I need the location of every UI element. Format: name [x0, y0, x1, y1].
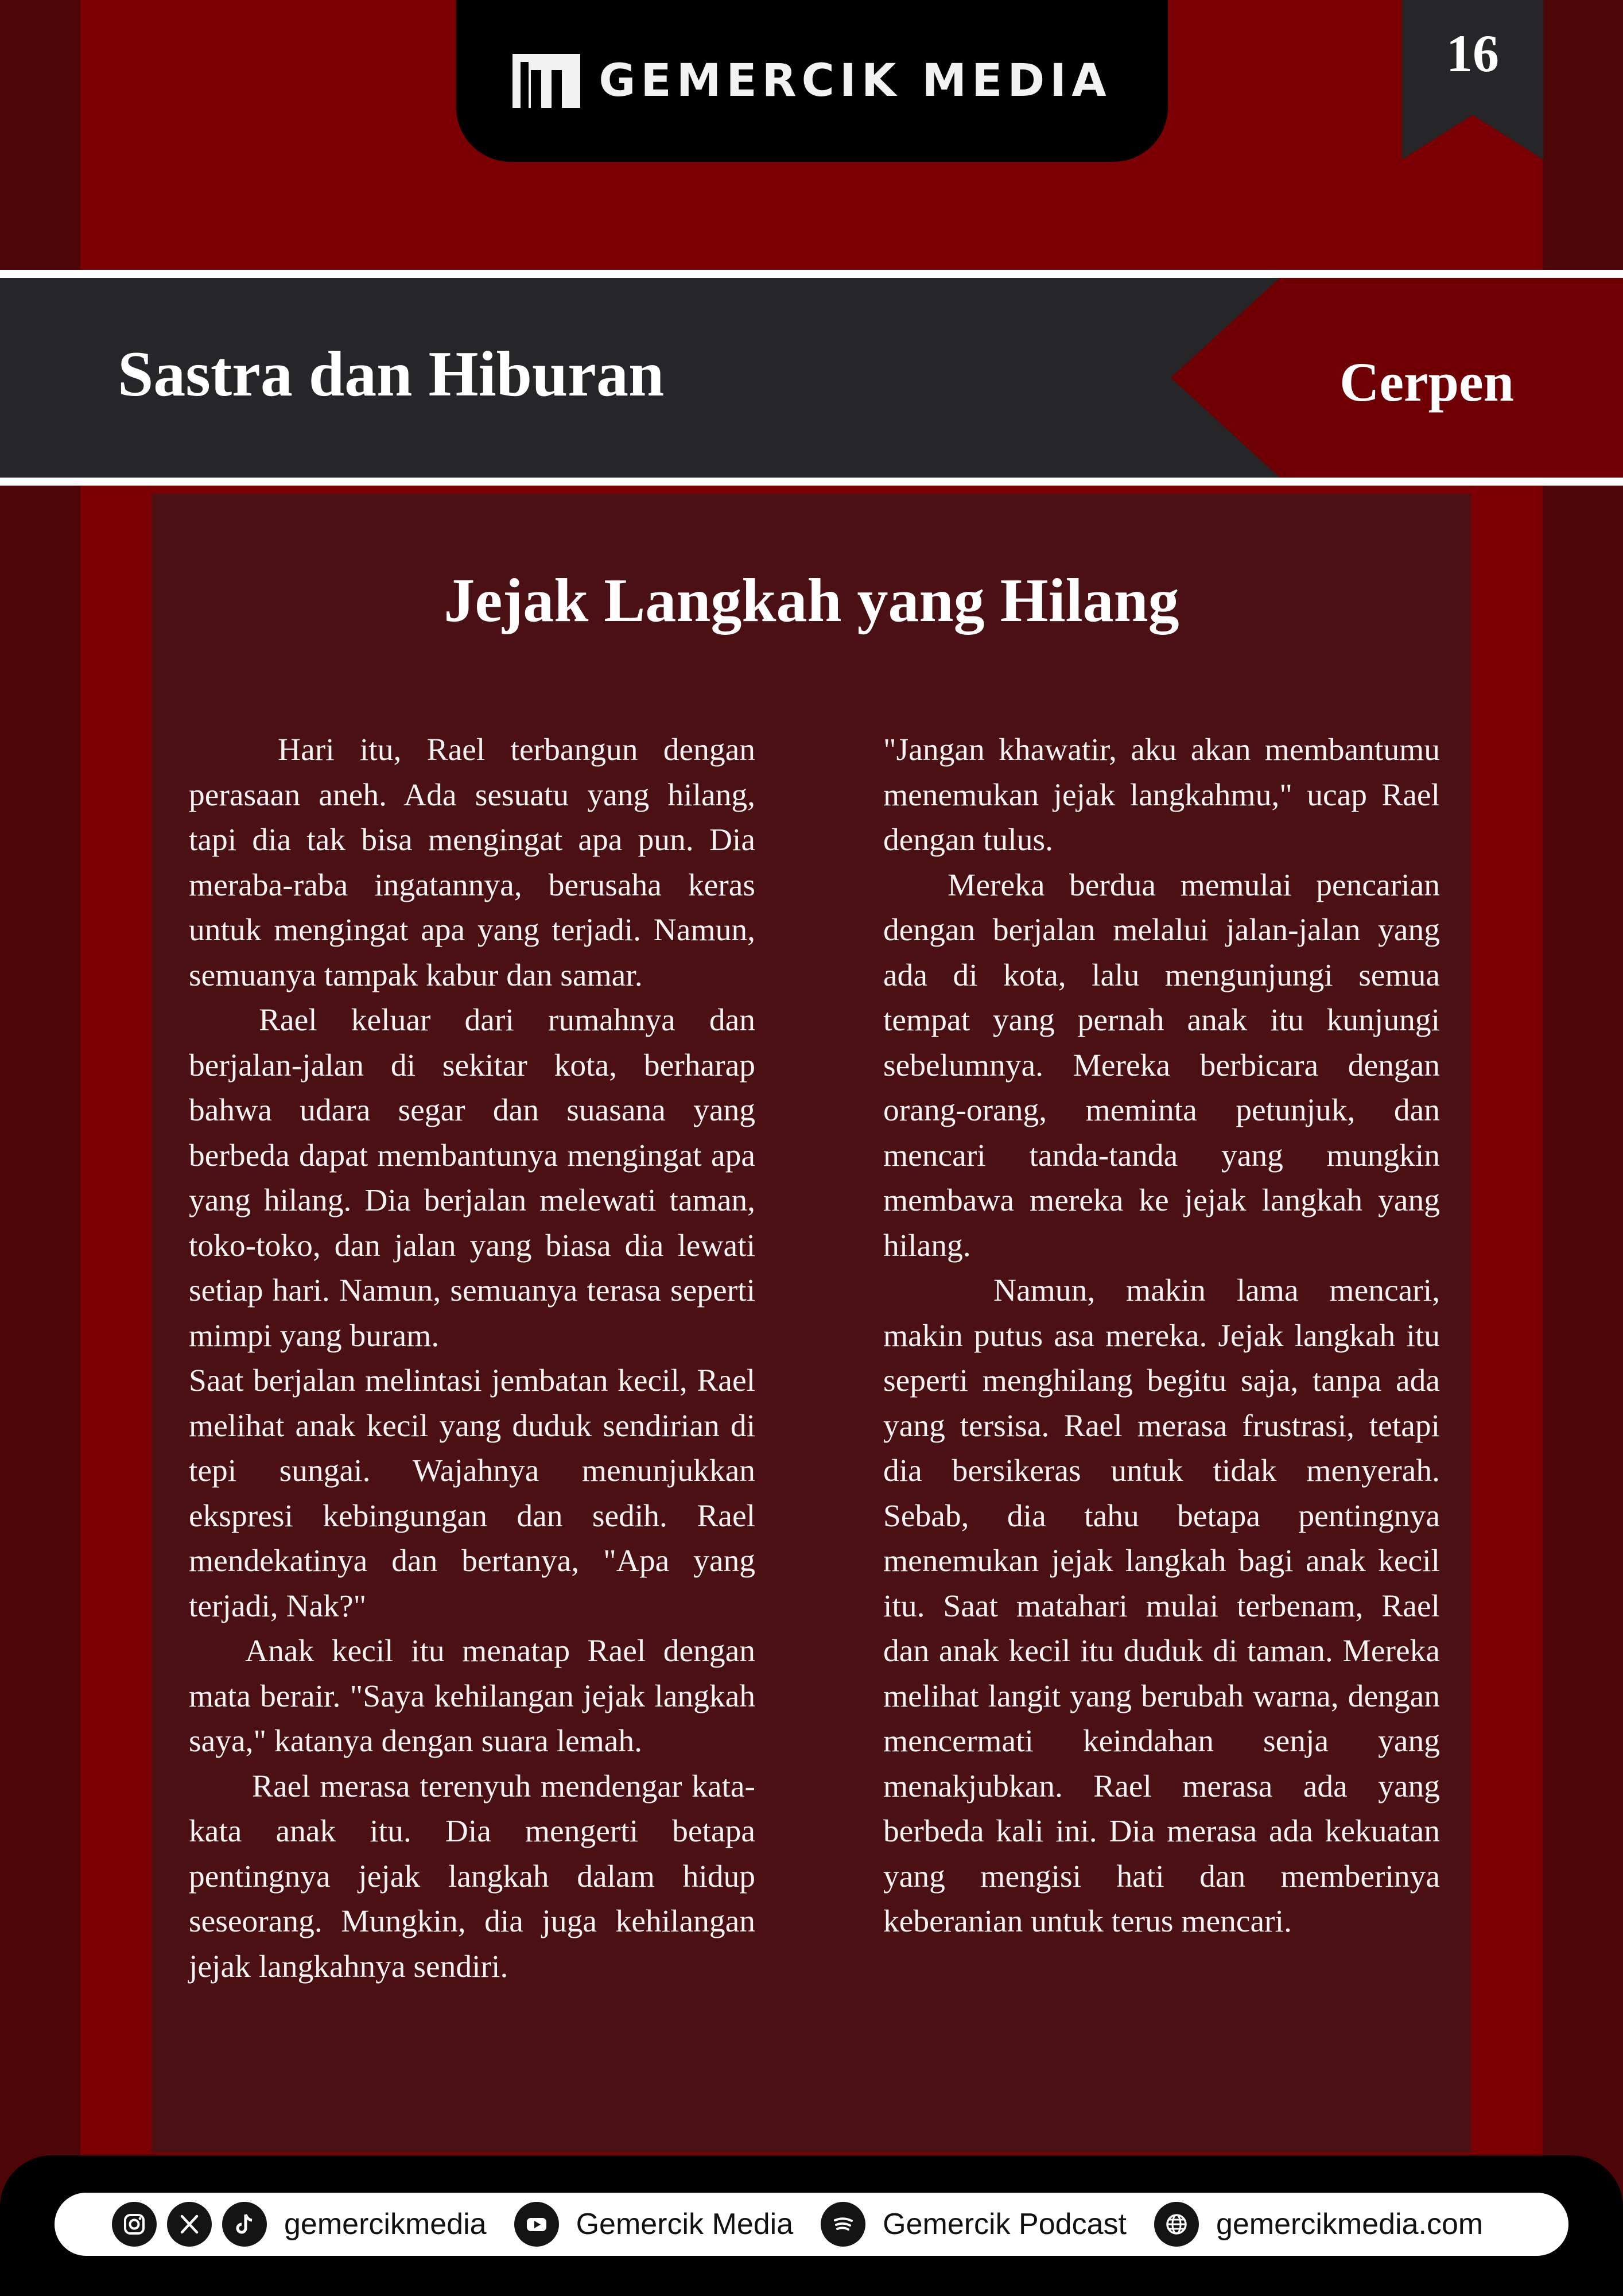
paragraph: Mereka berdua memulai pencarian dengan berjalan melalui jalan-jalan yang ada di kota, lalu mengunjungi semua tempat yang pernah anak itu kunjungi sebelumnya. Mereka berbicara dengan orang-orang, meminta petunjuk, dan mencari tanda-tanda yang mungkin membawa mereka ke jejak langkah yang hilang.: [883, 867, 1440, 1263]
brand-name: GEMERCIK MEDIA: [599, 55, 1112, 107]
brand-logo-icon: [512, 54, 580, 108]
divider-line-top: [0, 270, 1623, 278]
social-handle[interactable]: gemercikmedia: [284, 2208, 487, 2241]
tiktok-icon[interactable]: [222, 2202, 267, 2247]
paragraph: Saat berjalan melintasi jembatan kecil, Rael melihat anak kecil yang duduk sendirian di tepi sungai. Wajahnya menunjukkan ekspresi kebingungan dan sedih. Rael mendekatinya dan bertanya, "Apa yang terjadi, Nak?": [189, 1363, 755, 1624]
paragraph: Anak kecil itu menatap Rael dengan mata berair. "Saya kehilangan jejak langkah saya," katanya dengan suara lemah.: [189, 1634, 755, 1759]
podcast-name[interactable]: Gemercik Podcast: [883, 2208, 1127, 2241]
section-title: Sastra dan Hiburan: [118, 339, 665, 410]
page-number: 16: [1446, 24, 1499, 83]
youtube-icon[interactable]: [514, 2202, 559, 2247]
story-column-right: [883, 728, 1440, 1945]
story-column-left: [189, 728, 755, 1989]
youtube-channel[interactable]: Gemercik Media: [576, 2208, 794, 2241]
globe-icon[interactable]: [1154, 2202, 1199, 2247]
paragraph: Namun, makin lama mencari, makin putus asa mereka. Jejak langkah itu seperti menghilang begitu saja, tanpa ada yang tersisa. Rael merasa frustrasi, tetapi dia bersikeras untuk tidak menyerah. Sebab, dia tahu betapa pentingnya menemukan jejak langkah bagi anak kecil itu. Saat matahari mulai terbenam, Rael dan anak kecil itu duduk di taman. Mereka melihat langit yang berubah warna, dengan mencermati keindahan senja yang menakjubkan. Rael merasa ada yang berbeda kali ini. Dia merasa ada kekuatan yang mengisi hati dan memberinya keberanian untuk terus mencari.: [883, 1273, 1440, 1939]
spotify-icon[interactable]: [821, 2202, 865, 2247]
paragraph: Rael keluar dari rumahnya dan berjalan-jalan di sekitar kota, berharap bahwa udara segar dan suasana yang berbeda dapat membantunya mengingat apa yang hilang. Dia berjalan melewati taman, toko-toko, dan jalan yang biasa dia lewati setiap hari. Namun, semuanya terasa seperti mimpi yang buram.: [189, 1003, 755, 1353]
instagram-icon[interactable]: [112, 2202, 157, 2247]
paragraph: Rael merasa terenyuh mendengar kata-kata anak itu. Dia mengerti betapa pentingnya jejak langkah dalam hidup seseorang. Mungkin, dia juga kehilangan jejak langkahnya sendiri.: [189, 1768, 755, 1984]
paragraph: "Jangan khawatir, aku akan membantumu menemukan jejak langkahmu," ucap Rael dengan tulus.: [883, 732, 1440, 858]
x-icon[interactable]: [167, 2202, 212, 2247]
social-links-bar: [55, 2193, 1568, 2256]
website-link[interactable]: gemercikmedia.com: [1216, 2208, 1484, 2241]
section-category: Cerpen: [1339, 351, 1514, 413]
divider-line-bottom: [0, 478, 1623, 486]
paragraph: Hari itu, Rael terbangun dengan perasaan aneh. Ada sesuatu yang hilang, tapi dia tak bisa mengingat apa pun. Dia meraba-raba ingatannya, berusaha keras untuk mengingat apa yang terjadi. Namun, semuanya tampak kabur dan samar.: [189, 732, 755, 993]
story-title: Jejak Langkah yang Hilang: [444, 567, 1179, 635]
page-number-tag: [1402, 0, 1543, 160]
brand-header: [456, 0, 1168, 162]
